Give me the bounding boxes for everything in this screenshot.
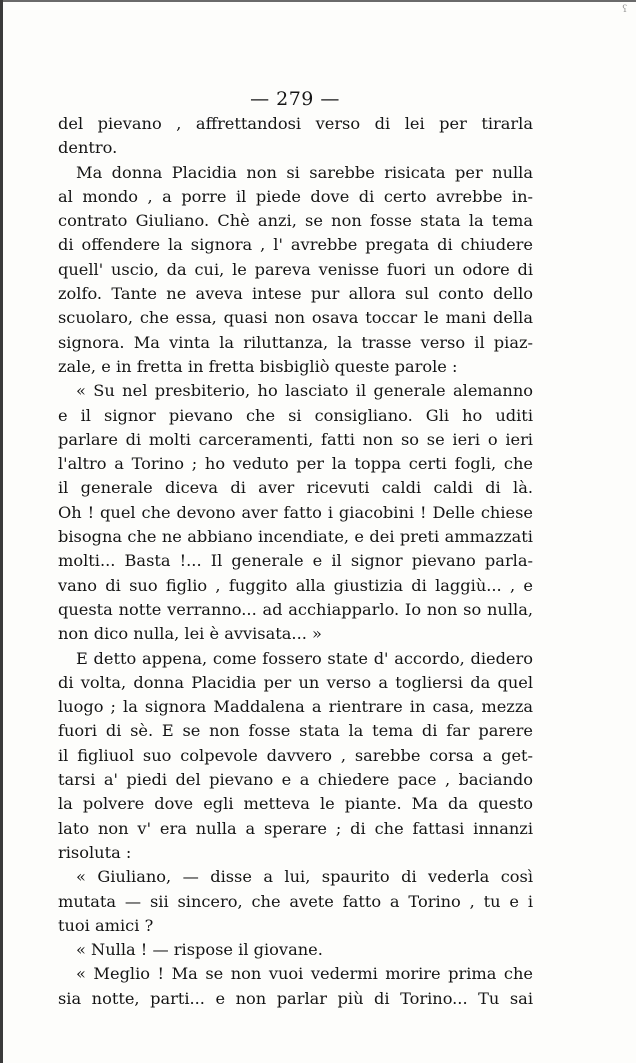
text-line: « Giuliano, — disse a lui, spaurito di vederla così	[76, 867, 533, 887]
text-line: la polvere dove egli metteva le piante. Ma da questo	[58, 794, 533, 814]
text-line: signora. Ma vinta la riluttanza, la trasse verso il piaz-	[58, 332, 533, 352]
text-line: molti... Basta !... Il generale e il signor pievano parla-	[58, 551, 533, 571]
text-line: fuori di sè. E se non fosse stata la tema di far parere	[58, 721, 533, 741]
text-line: di offendere la signora , l' avrebbe pregata di chiudere	[58, 235, 533, 255]
page-number-header: — 279 —	[250, 88, 340, 110]
text-line: Oh ! quel che devono aver fatto i giacobini ! Delle chiese	[58, 502, 533, 522]
page-left-edge	[0, 0, 3, 1063]
text-line: mutata — sii sincero, che avete fatto a Torino , tu e i	[58, 891, 533, 911]
text-line: Ma donna Placidia non si sarebbe risicata per nulla	[76, 162, 533, 182]
text-line: « Nulla ! — rispose il giovane.	[76, 940, 323, 960]
text-line: di volta, donna Placidia per un verso a togliersi da quel	[58, 672, 533, 692]
text-line: luogo ; la signora Maddalena a rientrare in casa, mezza	[58, 697, 533, 717]
text-line: questa notte verranno... ad acchiapparlo. Io non so nulla,	[58, 599, 533, 619]
text-line: tuoi amici ?	[58, 915, 154, 935]
text-line: contrato Giuliano. Chè anzi, se non fosse stata la tema	[58, 211, 533, 231]
text-line: « Meglio ! Ma se non vuoi vedermi morire prima che	[76, 964, 533, 984]
text-line: zolfo. Tante ne aveva intese pur allora sul conto dello	[58, 284, 533, 304]
text-line: bisogna che ne abbiano incendiate, e dei preti ammazzati	[58, 527, 533, 547]
text-line: il figliuol suo colpevole davvero , sarebbe corsa a get-	[58, 745, 533, 765]
text-line: al mondo , a porre il piede dove di certo avrebbe in-	[58, 186, 533, 206]
text-line: lato non v' era nulla a sperare ; di che fattasi innanzi	[58, 818, 533, 838]
text-line: dentro.	[58, 138, 118, 158]
page-body-text	[58, 112, 533, 1011]
text-line: il generale diceva di aver ricevuti caldi caldi di là.	[58, 478, 533, 498]
text-line: scuolaro, che essa, quasi non osava toccar le mani della	[58, 308, 533, 328]
text-line: quell' uscio, da cui, le pareva venisse fuori un odore di	[58, 259, 533, 279]
page-top-edge	[0, 0, 636, 2]
text-line: zale, e in fretta in fretta bisbigliò queste parole :	[58, 356, 458, 376]
text-line: E detto appena, come fossero state d' accordo, diedero	[76, 648, 533, 668]
text-line: sia notte, parti... e non parlar più di Torino... Tu sai	[58, 988, 533, 1008]
text-line: « Su nel presbiterio, ho lasciato il generale alemanno	[76, 381, 533, 401]
text-line: tarsi a' piedi del pievano e a chiedere pace , baciando	[58, 770, 533, 790]
text-line: risoluta :	[58, 842, 132, 862]
text-line: del pievano , affrettandosi verso di lei per tirarla	[58, 114, 533, 133]
text-line: non dico nulla, lei è avvisata... »	[58, 624, 322, 644]
text-line: parlare di molti carceramenti, fatti non so se ieri o ieri	[58, 429, 533, 449]
text-line: e il signor pievano che si consigliano. Gli ho uditi	[58, 405, 533, 425]
text-line: vano di suo figlio , fuggito alla giustizia di laggiù... , e	[58, 575, 533, 595]
text-line: l'altro a Torino ; ho veduto per la toppa certi fogli, che	[58, 454, 533, 474]
corner-mark: ʕ	[622, 4, 628, 15]
